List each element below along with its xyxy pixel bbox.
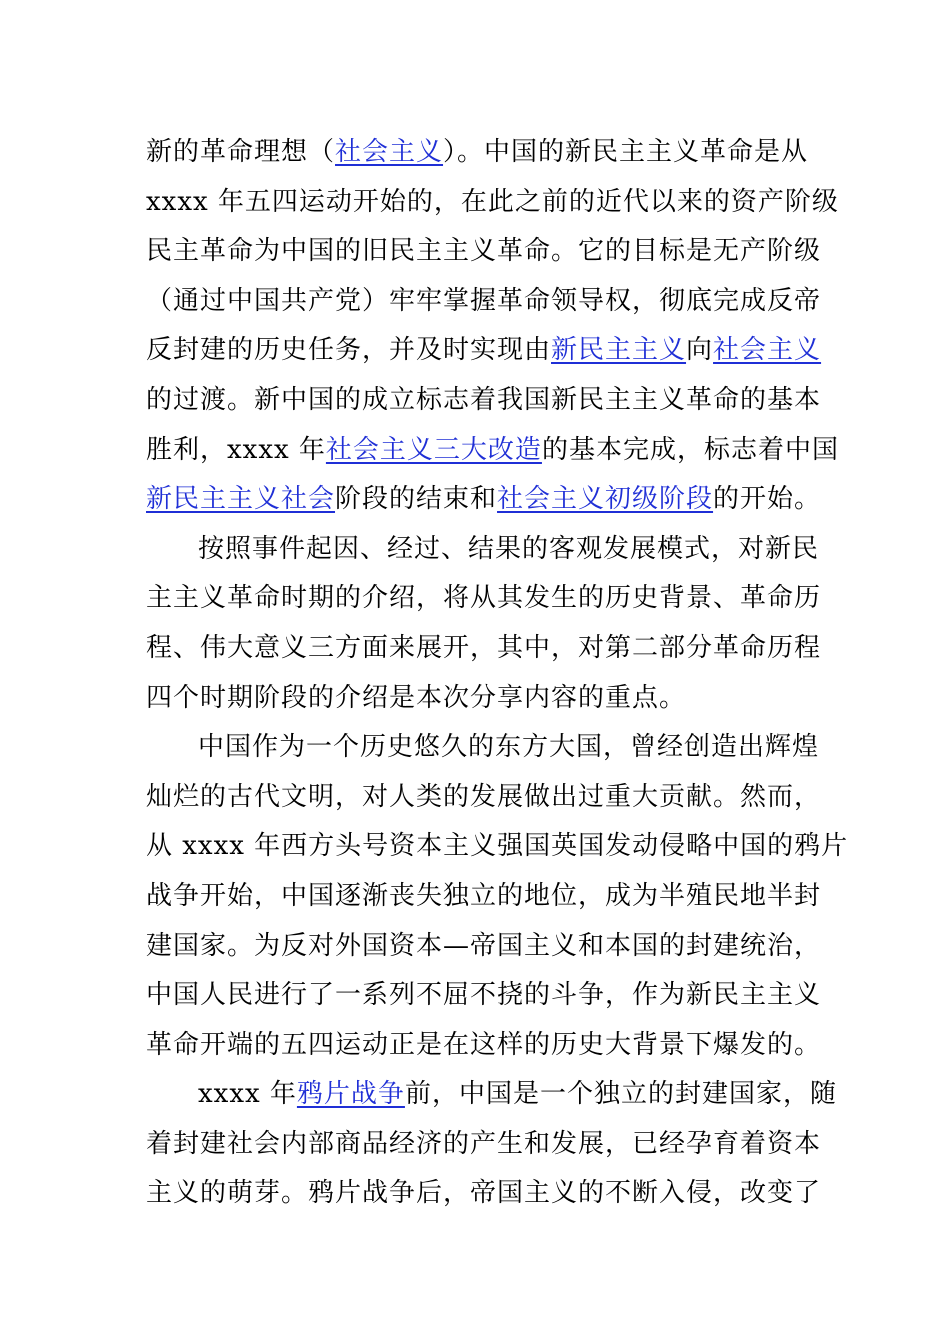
text-line [146,426,839,476]
text-line [146,674,806,724]
text-run: （通过中国共产党）牢牢掌握革命领导权，彻底完成反帝 [146,285,822,316]
text-line [146,178,839,228]
text-line [146,872,822,922]
text-line [146,525,820,575]
text-run: 胜利，xxxx 年 [146,434,326,465]
hyperlink[interactable]: 社会主义 [713,335,822,366]
text-line [146,822,849,872]
text-line [146,1021,822,1071]
text-run: 建国家。为反对外国资本—帝国主义和本国的封建统治， [146,930,822,961]
text-line [146,277,822,327]
document-body [146,128,849,1219]
text-line [146,326,822,376]
text-run: 向 [686,335,714,366]
text-line [146,574,822,624]
text-run: 战争开始，中国逐渐丧失独立的地位，成为半殖民地半封 [146,880,822,911]
hyperlink[interactable]: 社会主义 [335,137,444,167]
text-run: 前，中国是一个独立的封建国家，随 [404,1079,837,1110]
text-line [146,1070,837,1120]
hyperlink[interactable]: 新民主主义 [551,335,687,366]
text-line [146,723,820,773]
text-line [146,475,822,525]
text-run: ）。中国的新民主主义革命是从 [443,137,809,167]
text-run: 灿烂的古代文明，对人类的发展做出过重大贡献。然而， [146,781,822,812]
text-run: 主主义革命时期的介绍，将从其发生的历史背景、革命历 [146,583,822,614]
hyperlink[interactable]: 鸦片战争 [296,1079,405,1110]
text-run: 中国作为一个历史悠久的东方大国，曾经创造出辉煌 [198,732,820,763]
text-line [146,1120,822,1170]
hyperlink[interactable]: 新民主主义社会 [146,484,336,515]
text-run: 着封建社会内部商品经济的产生和发展，已经孕育着资本 [146,1128,822,1159]
text-line [146,128,809,178]
text-run: 新的革命理想（ [146,137,336,167]
text-run: 的过渡。新中国的成立标志着我国新民主主义革命的基本 [146,384,822,415]
text-line [146,773,822,823]
text-line [146,1169,822,1219]
text-line [146,624,822,674]
text-run: 从 xxxx 年西方头号资本主义强国英国发动侵略中国的鸦片 [146,831,849,862]
text-run: 四个时期阶段的介绍是本次分享内容的重点。 [146,682,687,713]
text-line [146,376,822,426]
text-line [146,227,822,277]
text-run: 民主革命为中国的旧民主主义革命。它的目标是无产阶级 [146,236,822,267]
text-run: 程、伟大意义三方面来展开，其中，对第二部分革命历程 [146,632,822,663]
text-run: 主义的萌芽。鸦片战争后，帝国主义的不断入侵，改变了 [146,1178,822,1209]
text-run: 的基本完成，标志着中国 [541,434,839,465]
text-run: 按照事件起因、经过、结果的客观发展模式，对新民 [198,533,820,564]
text-line [146,971,822,1021]
text-run: xxxx 年 [198,1079,297,1110]
text-run: 革命开端的五四运动正是在这样的历史大背景下爆发的。 [146,1029,822,1060]
hyperlink[interactable]: 社会主义初级阶段 [497,484,714,515]
text-run: xxxx 年五四运动开始的，在此之前的近代以来的资产阶级 [146,186,839,217]
text-run: 的开始。 [713,484,822,515]
text-run: 阶段的结束和 [335,484,498,515]
text-run: 反封建的历史任务，并及时实现由 [146,335,552,366]
text-line [146,922,822,972]
text-run: 中国人民进行了一系列不屈不挠的斗争，作为新民主主义 [146,980,822,1011]
hyperlink[interactable]: 社会主义三大改造 [325,434,542,465]
